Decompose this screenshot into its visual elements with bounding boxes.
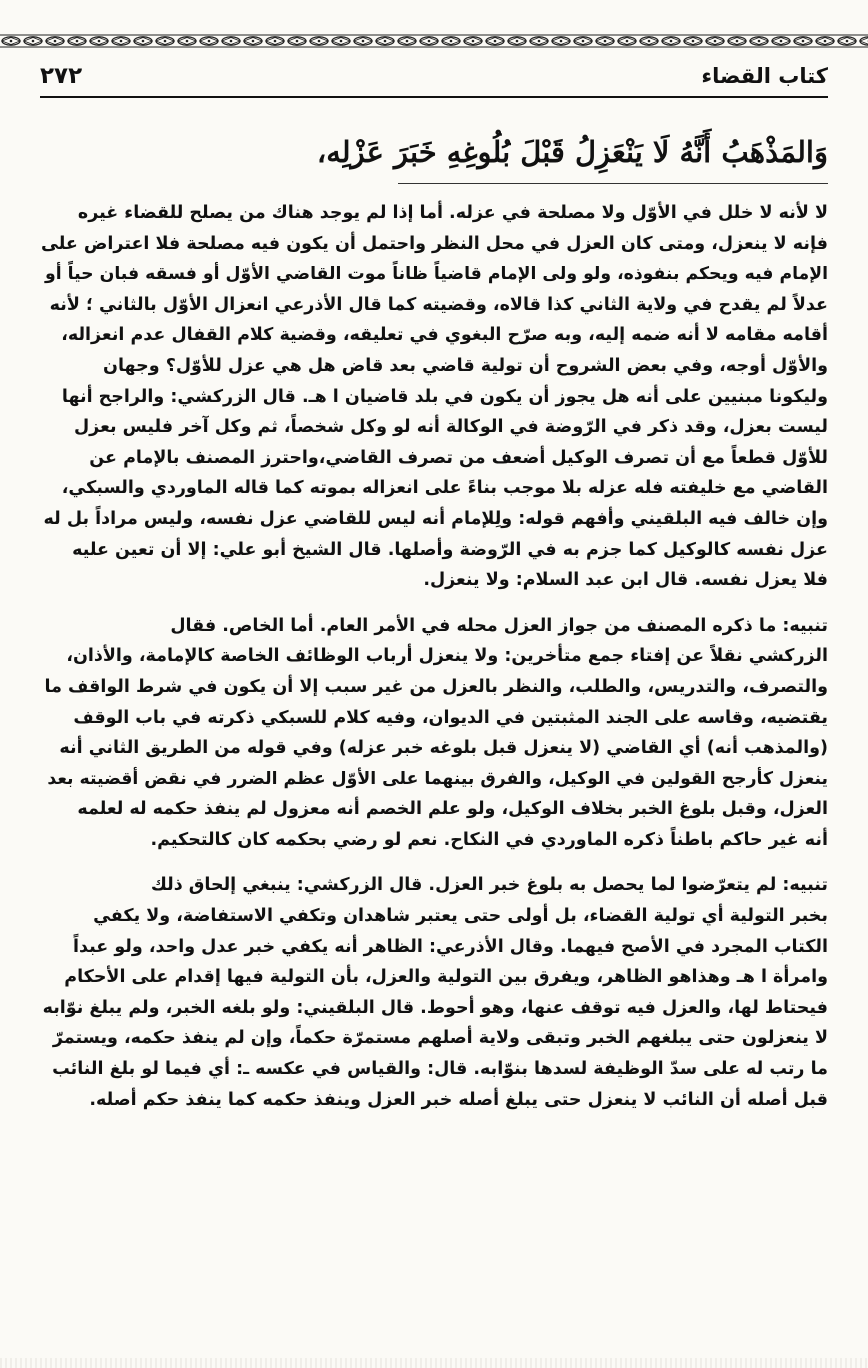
text-line: لا لأنه لا خلل في الأوّل ولا مصلحة في عزله. أما إذا لم يوجد هناك من يصلح للقضاء غيره xyxy=(77,203,828,223)
text-line: بخبر التولية أي تولية القضاء، بل أولى حتى يعتبر شاهدان وتكفي الاستفاضة، ولا يكفي xyxy=(93,906,828,927)
matn-text: وَالمَذْهَبُ أَنَّهُ لَا يَنْعَزِلُ قَبْلَ بُلُوغِهِ خَبَرَ عَزْلِه، xyxy=(316,135,828,169)
text-line: ينعزل كأرجح القولين في الوكيل، والفرق بينهما على الأوّل عظم الضرر في نقض أقضيته بعد xyxy=(47,768,828,789)
text-line: عدلاً لم يقدح في ولاية الثاني كذا قالاه، وقضيته كما قال الأذرعي انعزال الأوّل بالثاني ؛ لأنه xyxy=(49,294,828,315)
text-line: (والمذهب أنه) أي القاضي (لا ينعزل قبل بلوغه خبر عزله) وفي قوله من الطريق الثاني أنه xyxy=(59,738,828,759)
matn-rule xyxy=(398,183,828,184)
paragraph-3 xyxy=(38,870,828,1115)
text-line: العزل، وقبل بلوغ الخبر بخلاف الوكيل، ولو علم الخصم أنه معزول لم ينفذ حكمه له لعلمه xyxy=(77,799,828,820)
commentary-text xyxy=(38,198,828,1332)
running-header xyxy=(40,56,828,96)
text-line: وليكونا مبنيين على أنه هل يجوز أن يكون في بلد قاضيان ا هـ. قال الزركشي: والراجح أنها xyxy=(61,386,828,407)
text-line: فيحتاط لها، والعزل فيه توقف عنها، وهو أحوط. قال البلقيني: ولو بلغه الخبر، ولم يبلغ نوّابه xyxy=(42,997,828,1018)
text-line: تنبيه: لم يتعرّضوا لما يحصل به بلوغ خبر العزل. قال الزركشي: ينبغي إلحاق ذلك xyxy=(150,875,828,896)
text-line: فلا يعزل نفسه. قال ابن عبد السلام: ولا ينعزل. xyxy=(423,570,828,591)
text-line: للأوّل قطعاً مع أن تصرف الوكيل أضعف من تصرف القاضي،واحترز المصنف بالإمام عن xyxy=(89,447,828,468)
text-line: وإن خالف فيه البلقيني وأفهم قوله: ولِلإمام أنه ليس للقاضي عزل نفسه، وليس مراداً بل له xyxy=(43,508,828,529)
page-number: ٢٧٢ xyxy=(40,63,83,89)
text-line: أنه غير حاكم باطناً ذكره الماوردي في النكاح. نعم لو رضي بحكمه كان كالتحكيم. xyxy=(150,829,828,850)
scan-edge xyxy=(0,1358,868,1368)
text-line: الكتاب المجرد في الأصح فيهما. وقال الأذرعي: الظاهر أنه يكفي خبر عدل واحد، ولو عبداً xyxy=(73,936,828,957)
text-line: فإنه لا ينعزل، ومتى كان العزل في محل النظر واحتمل أن يكون فيه مصلحة فلا اعتراض على xyxy=(41,233,828,254)
ornamental-border xyxy=(0,34,868,48)
header-rule xyxy=(40,96,828,98)
paragraph-2 xyxy=(38,611,828,856)
book-title: كتاب القضاء xyxy=(701,64,828,88)
text-line: الإمام فيه ويحكم بنفوذه، ولو ولى الإمام قاضياً ظاناً موت القاضي الأوّل أو فسقه فبان حياً أو xyxy=(45,264,828,285)
text-line: وامرأة ا هـ وهذاهو الظاهر، ويفرق بين التولية والعزل، بأن التولية فيها إقدام على الأحكام xyxy=(64,967,828,988)
text-line: قبل أصله أن النائب لا ينعزل حتى يبلغ أصله خبر العزل وينفذ حكمه كما ينفذ حكم أصله. xyxy=(89,1089,828,1110)
paragraph-1 xyxy=(38,198,828,596)
text-line: والتصرف، والتدريس، والطلب، والنظر بالعزل من غير سبب إلا أن يكون في شرط الواقف ما xyxy=(44,676,828,697)
text-line: لا ينعزلون حتى يبلغهم الخبر وتبقى ولاية أصلهم مستمرّة حكماً، وإن لم ينفذ حكمه، ويستمرّ xyxy=(52,1028,828,1049)
text-line: تنبيه: ما ذكره المصنف من جواز العزل محله في الأمر العام. أما الخاص. فقال xyxy=(170,615,828,636)
text-line: الزركشي نقلاً عن إفتاء جمع متأخرين: ولا ينعزل أرباب الوظائف الخاصة كالإمامة، والأذان، xyxy=(66,646,828,667)
text-line: يقتضيه، وقاسه على الجند المثبتين في الديوان، وفيه كلام للسبكي ذكرته في باب الوقف xyxy=(73,707,828,728)
text-line: ليست بعزل، وقد ذكر في الرّوضة في الوكالة أنه لو وكل شخصاً، ثم وكل آخر فليس بعزل xyxy=(74,417,828,438)
text-line: القاضي مع خليفته فله عزله بلا موجب بناءً على انعزاله بموته كما قاله الماوردي والسبكي، xyxy=(61,478,828,499)
text-line: أقامه مقامه لا أنه ضمه إليه، وبه صرّح البغوي في تعليقه، وقضية كلام القفال عدم انعزاله، xyxy=(61,325,828,346)
text-line: والأوّل أوجه، وفي بعض الشروح أن تولية قاضي بعد قاض هل هي عزل للأوّل؟ وجهان xyxy=(103,355,828,376)
text-line: ما رتب له على سدّ الوظيفة لسدها بنوّابه. قال: والقياس في عكسه ـ: أي فيما لو بلغ النائب xyxy=(52,1059,828,1080)
text-line: عزل نفسه كالوكيل كما جزم به في الرّوضة وأصلها. قال الشيخ أبو علي: إلا أن تعين عليه xyxy=(72,539,828,560)
